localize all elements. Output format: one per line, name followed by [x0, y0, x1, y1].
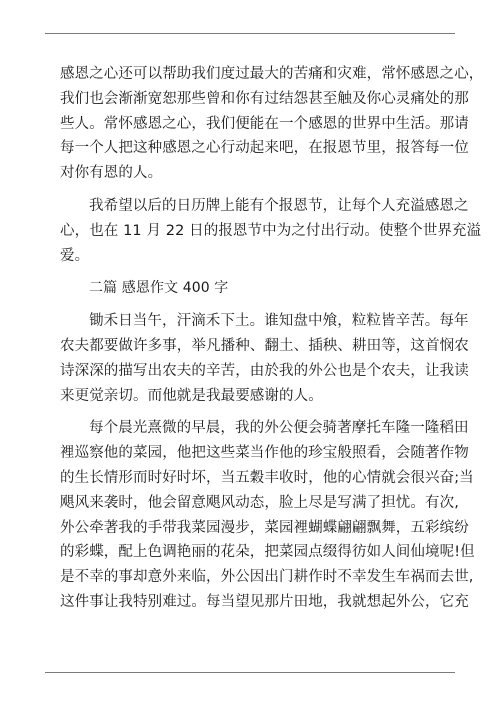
paragraph-gap	[60, 268, 450, 276]
paragraph-line: 的彩蝶，配上色调艳丽的花朵，把菜园点缀得彷如人间仙境呢!但	[60, 544, 475, 561]
paragraph-line: 感恩之心还可以帮助我们度过最大的苦痛和灾难，常怀感恩之心，	[60, 66, 484, 82]
paragraph-line: 每个晨光熹微的早晨，我的外公便会骑著摩托车隆一隆稻田	[89, 420, 469, 437]
paragraph-line: 诗深深的描写出农夫的辛苦，由於我的外公也是个农夫，让我读	[60, 362, 469, 379]
bottom-rule	[45, 672, 455, 673]
paragraph-line: 我希望以后的日历牌上能有个报恩节，让每个人充溢感恩之	[89, 197, 469, 214]
paragraph-line: 裡巡察他的菜园，他把这些菜当作他的珍宝般照看，会随著作物	[60, 445, 469, 462]
paragraph-line: 些人。常怀感恩之心，我们便能在一个感恩的世界中生活。那请	[60, 115, 469, 132]
top-rule	[45, 33, 455, 34]
paragraph-line: 农夫都要做许多事，举凡播种、翻土、插秧、耕田等，这首悯农	[60, 337, 469, 354]
paragraph-gap	[60, 301, 450, 309]
paragraph-line: 心，也在 11 月 22 日的报恩节中为之付出行动。使整个世界充溢	[60, 222, 482, 239]
paragraph-line: 这件事让我特别难过。每当望见那片田地，我就想起外公，它充	[60, 593, 469, 610]
paragraph-line: 对你有恩的人。	[60, 165, 163, 182]
paragraph-line: 是不幸的事却意外来临，外公因出门耕作时不幸发生车祸而去世,	[60, 569, 474, 586]
paragraph-line: 来更觉亲切。而他就是我最要感谢的人。	[60, 387, 323, 404]
paragraph-line: 我们也会渐渐宽恕那些曾和你有过结怨甚至触及你心灵痛处的那	[60, 90, 469, 107]
paragraph-line: 的生长情形而时好时坏，当五穀丰收时，他的心情就会很兴奋;当	[60, 469, 474, 486]
paragraph-line: 外公牵著我的手带我菜园漫步，菜园裡蝴蝶翩翩飘舞，五彩缤纷	[60, 519, 469, 536]
document-body	[60, 62, 484, 615]
paragraph-line: 锄禾日当午，汗滴禾下土。谁知盘中飧，粒粒皆辛苦。每年	[89, 313, 469, 330]
paragraph-line: 飓风来袭时，他会留意飓风动态，脸上尽是写满了担忧。有次,	[60, 494, 459, 511]
paragraph-gap	[60, 408, 450, 416]
section-heading: 二篇 感恩作文 400 字	[89, 280, 229, 297]
paragraph-gap	[60, 186, 450, 194]
paragraph-line: 每一个人把这种感恩之心行动起来吧，在报恩节里，报答每一位	[60, 140, 469, 157]
paragraph-line: 爱。	[60, 247, 90, 264]
